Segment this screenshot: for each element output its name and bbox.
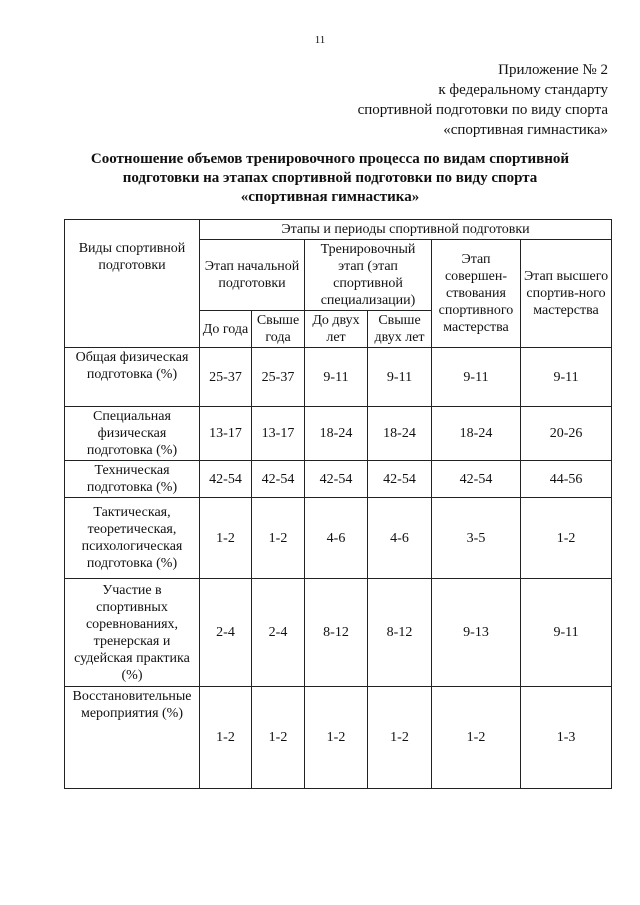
table-cell: 1-2 (305, 687, 368, 789)
subheader-over-year: Свыше года (252, 311, 305, 348)
row-label: Тактическая, теоретическая, психологическая подготовка (%) (65, 498, 200, 579)
appendix-line-1: Приложение № 2 (498, 62, 608, 78)
table-cell: 1-3 (521, 687, 612, 789)
table-cell: 13-17 (200, 407, 252, 461)
appendix-line-3: спортивной подготовки по виду спорта (357, 102, 608, 118)
table-cell: 18-24 (368, 407, 432, 461)
page-number: 11 (314, 34, 326, 46)
table-cell: 1-2 (200, 687, 252, 789)
table-cell: 9-13 (432, 579, 521, 687)
table-cell: 2-4 (200, 579, 252, 687)
table-cell: 8-12 (368, 579, 432, 687)
document-title (60, 150, 600, 207)
header-stage-higher-mastery: Этап высшего спортив-ного мастерства (521, 240, 612, 348)
table-cell: 8-12 (305, 579, 368, 687)
table-row (65, 348, 612, 407)
table-cell: 25-37 (200, 348, 252, 407)
table-cell: 4-6 (305, 498, 368, 579)
subheader-up-to-two-years: До двух лет (305, 311, 368, 348)
header-stage-training: Тренировочный этап (этап спортивной специализации) (305, 240, 432, 311)
table-cell: 1-2 (368, 687, 432, 789)
table-cell: 42-54 (200, 461, 252, 498)
table-cell: 9-11 (432, 348, 521, 407)
table-cell: 25-37 (252, 348, 305, 407)
table-cell: 1-2 (432, 687, 521, 789)
table-cell: 42-54 (305, 461, 368, 498)
table-cell: 20-26 (521, 407, 612, 461)
title-line-3: «спортивная гимнастика» (240, 189, 420, 205)
header-training-types: Виды спортивной подготовки (65, 220, 200, 348)
table-cell: 9-11 (521, 579, 612, 687)
table-cell: 1-2 (200, 498, 252, 579)
table-row (65, 687, 612, 789)
title-line-2: подготовки на этапах спортивной подготовки по виду спорта (122, 170, 538, 186)
table-cell: 13-17 (252, 407, 305, 461)
row-label: Восстановительные мероприятия (%) (65, 687, 200, 789)
subheader-over-two-years: Свыше двух лет (368, 311, 432, 348)
row-label: Техническая подготовка (%) (65, 461, 200, 498)
table-cell: 42-54 (252, 461, 305, 498)
appendix-line-2: к федеральному стандарту (438, 82, 608, 98)
subheader-up-to-year: До года (200, 311, 252, 348)
table-cell: 1-2 (252, 687, 305, 789)
table-cell: 3-5 (432, 498, 521, 579)
title-line-1: Соотношение объемов тренировочного процесса по видам спортивной (90, 151, 570, 167)
table-cell: 42-54 (432, 461, 521, 498)
table-cell: 9-11 (368, 348, 432, 407)
table-cell: 2-4 (252, 579, 305, 687)
training-ratio-table (64, 219, 612, 789)
table-cell: 9-11 (305, 348, 368, 407)
table-cell: 4-6 (368, 498, 432, 579)
table-row (65, 498, 612, 579)
table-cell: 1-2 (252, 498, 305, 579)
table-cell: 42-54 (368, 461, 432, 498)
table-cell: 18-24 (305, 407, 368, 461)
table-cell: 18-24 (432, 407, 521, 461)
row-label: Специальная физическая подготовка (%) (65, 407, 200, 461)
table-cell: 44-56 (521, 461, 612, 498)
appendix-block (358, 60, 608, 140)
table-cell: 1-2 (521, 498, 612, 579)
table-cell: 9-11 (521, 348, 612, 407)
row-label: Участие в спортивных соревнованиях, тренерская и судейская практика (%) (65, 579, 200, 687)
table-row (65, 461, 612, 498)
table-row (65, 579, 612, 687)
appendix-line-4: «спортивная гимнастика» (443, 122, 608, 138)
row-label: Общая физическая подготовка (%) (65, 348, 200, 407)
table-row (65, 407, 612, 461)
header-stage-improvement: Этап совершен-ствования спортивного мастерства (432, 240, 521, 348)
header-stages-group: Этапы и периоды спортивной подготовки (200, 220, 612, 240)
header-stage-initial: Этап начальной подготовки (200, 240, 305, 311)
